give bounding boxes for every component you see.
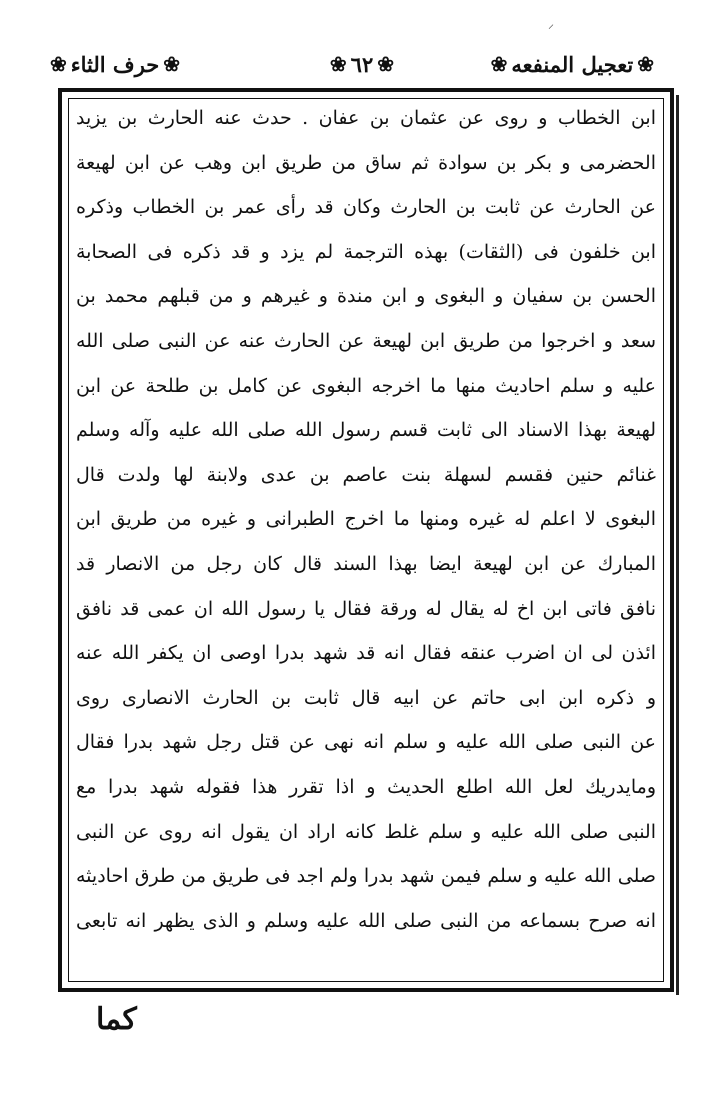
text-line: انه صرح بسماعه من النبى صلى الله عليه وسلم و الذى يظهر انه تابعى — [76, 909, 656, 932]
text-line: ابن خلفون فى (الثقات) بهذه الترجمة لم يزد و قد ذكره فى الصحابة — [76, 240, 656, 263]
book-title: تعجيل المنفعه — [511, 51, 634, 77]
text-line: المبارك عن ابن لهيعة ايضا بهذا السند قال كان رجل من الانصار قد — [76, 552, 656, 575]
text-line: و ذكره ابن ابى حاتم عن ابيه قال ثابت بن الحارث الانصارى روى — [76, 686, 656, 709]
text-line: البغوى لا اعلم له غيره ومنها ما اخرج الطبرانى و غيره من طريق ابن — [76, 508, 656, 531]
text-line: عن الحارث عن ثابت بن الحارث وكان قد رأى عمر بن الخطاب وذكره — [76, 196, 656, 219]
section-title-cell — [46, 44, 184, 84]
section-title: حرف الثاء — [70, 51, 160, 77]
ornament-icon: ❀ — [50, 52, 67, 76]
text-line: الحسن بن سفيان و البغوى و ابن مندة و غيرهم و من قبلهم محمد بن — [76, 285, 656, 308]
ornament-icon: ❀ — [329, 52, 347, 76]
running-header — [46, 44, 658, 84]
book-title-cell — [487, 44, 658, 84]
text-line: النبى صلى الله عليه و سلم غلط كانه اراد ان يقول انه روى عن النبى — [76, 820, 656, 843]
ornament-icon: ❀ — [637, 52, 654, 76]
page-number-cell — [326, 44, 398, 84]
ornament-icon: ❀ — [163, 52, 181, 76]
text-line: الحضرمى و بكر بن سوادة ثم ساق من طريق ابن وهب عن ابن لهيعة — [76, 151, 656, 174]
frame-shadow — [676, 95, 679, 995]
page-number: ٦٢ — [350, 51, 374, 77]
text-line: صلى الله عليه و سلم فيمن شهد بدرا ولم اجد فى طريق من طرق احاديثه — [76, 865, 656, 888]
text-line: لهيعة بهذا الاسناد الى ثابت قسم رسول الله صلى الله عليه وآله وسلم — [76, 419, 656, 442]
text-line: عليه و سلم احاديث منها ما اخرجه البغوى عن كامل بن طلحة عن ابن — [76, 374, 656, 397]
text-line: ومايدريك لعل الله اطلع الحديث و اذا تقرر هذا فقوله شهد بدرا مع — [76, 775, 656, 798]
text-line: غنائم حنين فقسم لسهلة بنت عاصم بن عدى ولابنة لها ولدت قال — [76, 463, 656, 486]
catchword: كما — [96, 1002, 137, 1037]
text-line: نافق فاتى ابن اخ له يقال له ورقة فقال يا رسول الله ان عمى قد نافق — [76, 597, 656, 620]
text-line: عن النبى صلى الله عليه و سلم انه نهى عن قتل رجل شهد بدرا فقال — [76, 731, 656, 754]
ornament-icon: ❀ — [377, 52, 394, 76]
text-line: ابن الخطاب و روى عن عثمان بن عفان . حدث عنه الحارث بن يزيد — [76, 107, 656, 129]
body-text — [76, 96, 656, 943]
text-line: سعد و اخرجوا من طريق ابن لهيعة عن الحارث عنه عن النبى صلى الله — [76, 329, 656, 352]
corner-mark: ⸍ — [548, 22, 555, 36]
text-line: ائذن لى ان اضرب عنقه فقال انه قد شهد بدرا اوصى ان يكفر الله عنه — [76, 642, 656, 665]
ornament-icon: ❀ — [490, 52, 508, 76]
